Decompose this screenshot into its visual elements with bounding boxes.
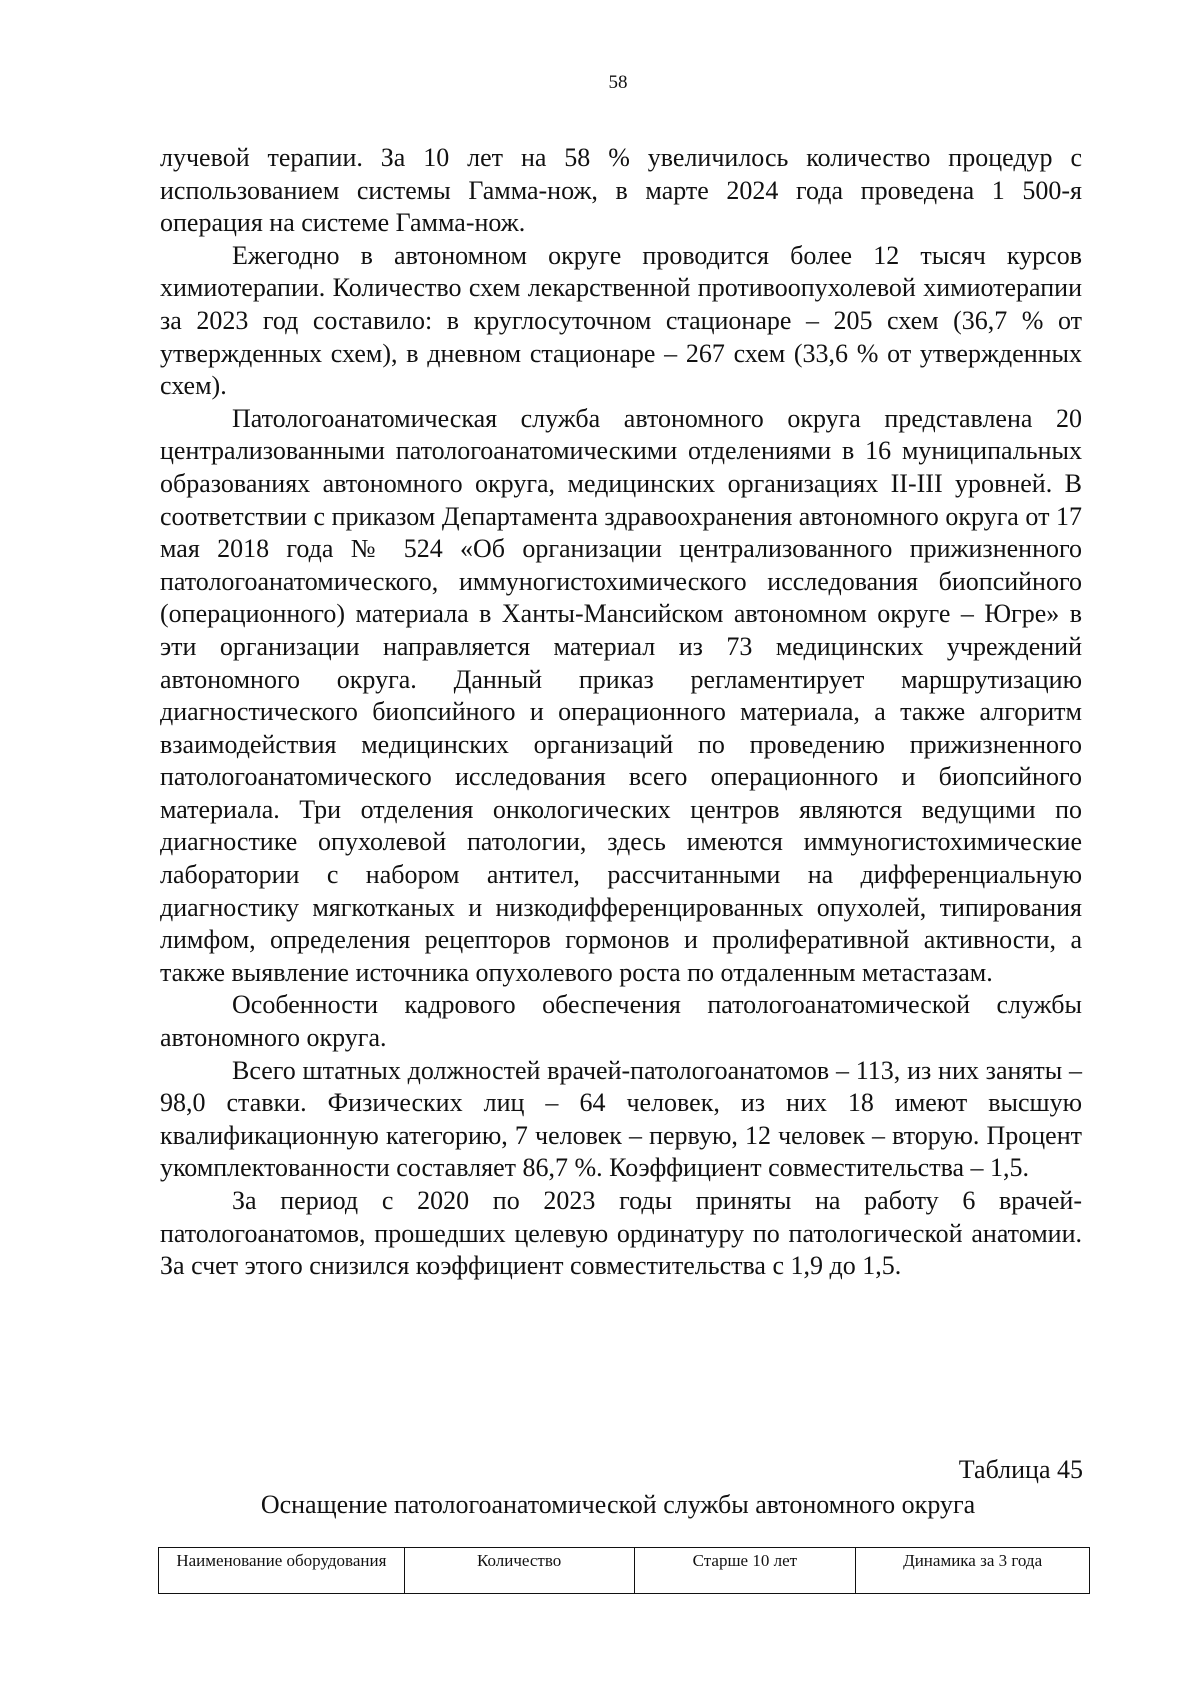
paragraph-hiring: За период с 2020 по 2023 годы приняты на работу 6 врачей-патологоанатомов, прошедших целевую ординатуру по патологической анатомии. За счет этого снизился коэффициент совместительства с 1,9 до 1,5. bbox=[160, 1186, 1082, 1281]
body-text bbox=[160, 142, 1082, 1283]
paragraph-chemotherapy: Ежегодно в автономном округе проводится более 12 тысяч курсов химиотерапии. Количество схем лекарственной противоопухолевой химиотерапии за 2023 год составило: в круглосуточном стационаре – 205 схем (36,7 % от утвержденных схем), в дневном стационаре – 267 схем (33,6 % от утвержденных схем). bbox=[160, 240, 1082, 401]
table-title: Оснащение патологоанатомической службы автономного округа bbox=[260, 1490, 976, 1519]
header-older-than-10-years: Старше 10 лет bbox=[634, 1548, 856, 1594]
paragraph-staffing-figures: Всего штатных должностей врачей-патологоанатомов – 113, из них заняты – 98,0 ставки. Физических лиц – 64 человек, из них 18 имеют высшую квалификационную категорию, 7 человек – первую, 12 человек – вторую. Процент укомплектованности составляет 86,7 %. Коэффициент совместительства – 1,5. bbox=[160, 1055, 1082, 1183]
equipment-table bbox=[158, 1547, 1090, 1594]
table-header-row bbox=[159, 1548, 1090, 1594]
header-equipment-name: Наименование оборудования bbox=[159, 1548, 405, 1594]
header-quantity: Количество bbox=[404, 1548, 634, 1594]
paragraph-staffing-heading: Особенности кадрового обеспечения патологоанатомической службы автономного округа. bbox=[160, 990, 1082, 1053]
paragraph-radiotherapy: лучевой терапии. За 10 лет на 58 % увеличилось количество процедур с использованием системы Гамма-нож, в марте 2024 года проведена 1 500-я операция на системе Гамма-нож. bbox=[160, 143, 1082, 238]
page-number: 58 bbox=[608, 72, 628, 93]
paragraph-pathology-service: Патологоанатомическая служба автономного округа представлена 20 централизованными патологоанатомическими отделениями в 16 муниципальных образованиях автономного округа, медицинских организациях II-III уровней. В соответствии с приказом Департамента здравоохранения автономного округа от 17 мая 2018 года № 524 «Об организации централизованного прижизненного патологоанатомического, иммуногистохимического исследования биопсийного (операционного) материала в Ханты-Мансийском автономном округе – Югре» в эти организации направляется материал из 73 медицинских учреждений автономного округа. Данный приказ регламентирует маршрутизацию диагностического биопсийного и операционного материала, а также алгоритм взаимодействия медицинских организаций по проведению прижизненного патологоанатомического исследования всего операционного и биопсийного материала. Три отделения онкологических центров являются ведущими по диагностике опухолевой патологии, здесь имеются иммуногистохимические лаборатории с набором антител, рассчитанными на дифференциальную диагностику мягкотканых и низкодифференцированных опухолей, типирования лимфом, определения рецепторов гормонов и пролиферативной активности, а также выявление источника опухолевого роста по отдаленным метастазам. bbox=[160, 403, 1082, 987]
table-number: Таблица 45 bbox=[958, 1455, 1083, 1484]
header-3-year-dynamics: Динамика за 3 года bbox=[856, 1548, 1090, 1594]
